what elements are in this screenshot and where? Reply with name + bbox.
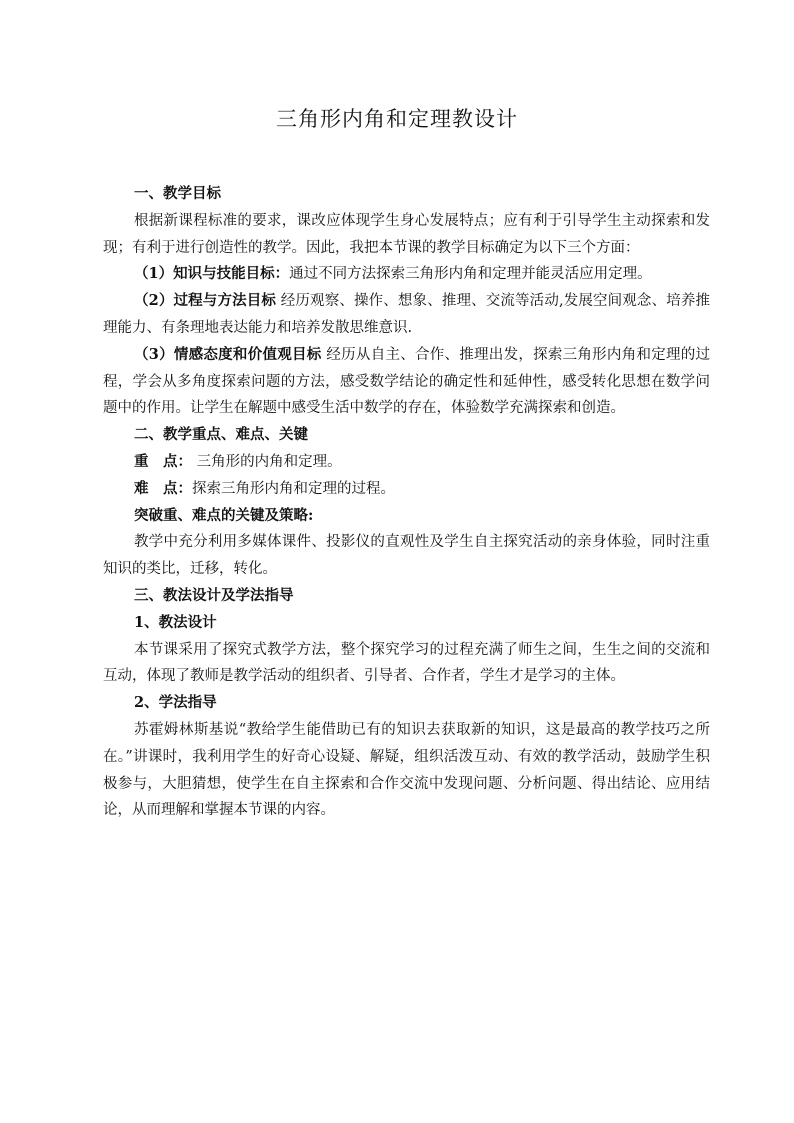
goal-knowledge-label: （1）知识与技能目标：	[134, 265, 290, 283]
difficult-point-text: 探索三角形内角和定理的过程。	[192, 480, 395, 497]
section-heading-key-points: 二、教学重点、难点、关键	[134, 426, 308, 444]
paragraph-goal-knowledge	[103, 261, 710, 288]
document-title: 三角形内角和定理教设计	[276, 107, 518, 131]
key-point-label: 重 点：	[134, 452, 192, 470]
goal-process-text: 经历观察、操作、想象、推理、交流等活动,发展空间观念、培养推理能力、有条理地表达能力和培养发散思维意识.	[103, 293, 710, 336]
section-heading-methods: 三、教法设计及学法指导	[134, 586, 294, 604]
paragraph-goal-process	[103, 288, 710, 342]
paragraph-teaching-method: 本节课采用了探究式教学方法，整个探究学习的过程充满了师生之间，生生之间的交流和互动，体现了教师是教学活动的组织者、引导者、合作者，学生才是学习的主体。	[103, 641, 710, 685]
paragraph-goal-attitude	[103, 342, 710, 422]
key-point-text: 三角形的内角和定理。	[192, 453, 342, 470]
difficult-point-label: 难 点：	[134, 479, 192, 497]
strategy-heading: 突破重、难点的关键及策略:	[134, 506, 314, 524]
paragraph-key-point	[103, 449, 710, 476]
goal-knowledge-text: 通过不同方法探索三角形内角和定理并能灵活应用定理。	[289, 266, 652, 283]
goal-attitude-text: 经历从自主、合作、推理出发，探索三角形内角和定理的过程，学会从多角度探索问题的方法，感受数学结论的确定性和延伸性，感受转化思想在数学问题中的作用。让学生在解题中感受生活中数学的存在，体验数学充满探索和创造。	[103, 346, 711, 417]
paragraph-learning-guidance: 苏霍姆林斯基说“教给学生能借助已有的知识去获取新的知识，这是最高的教学技巧之所在。”讲课时，我利用学生的好奇心设疑、解疑，组织活泼互动、有效的教学活动，鼓励学生积极参与，大胆猜想，使学生在自主探索和合作交流中发现问题、分析问题、得出结论、应用结论，从而理解和掌握本节课的内容。	[103, 721, 710, 819]
section-heading-teaching-goals: 一、教学目标	[134, 185, 221, 202]
paragraph-strategy: 教学中充分利用多媒体课件、投影仪的直观性及学生自主探究活动的亲身体验，同时注重知识的类比，迁移，转化。	[103, 534, 710, 578]
goal-attitude-label: （3）情感态度和价值观目标	[134, 345, 322, 363]
subheading-learning-guidance: 2、学法指导	[134, 694, 217, 712]
subheading-teaching-method: 1、教法设计	[134, 613, 217, 631]
goal-process-label: （2）过程与方法目标	[134, 292, 277, 310]
document-body	[103, 181, 710, 824]
paragraph-difficult-point	[103, 476, 710, 503]
paragraph-goals-intro: 根据新课程标准的要求，课改应体现学生身心发展特点；应有利于引导学生主动探索和发现；有利于进行创造性的教学。因此，我把本节课的教学目标确定为以下三个方面：	[103, 212, 710, 256]
